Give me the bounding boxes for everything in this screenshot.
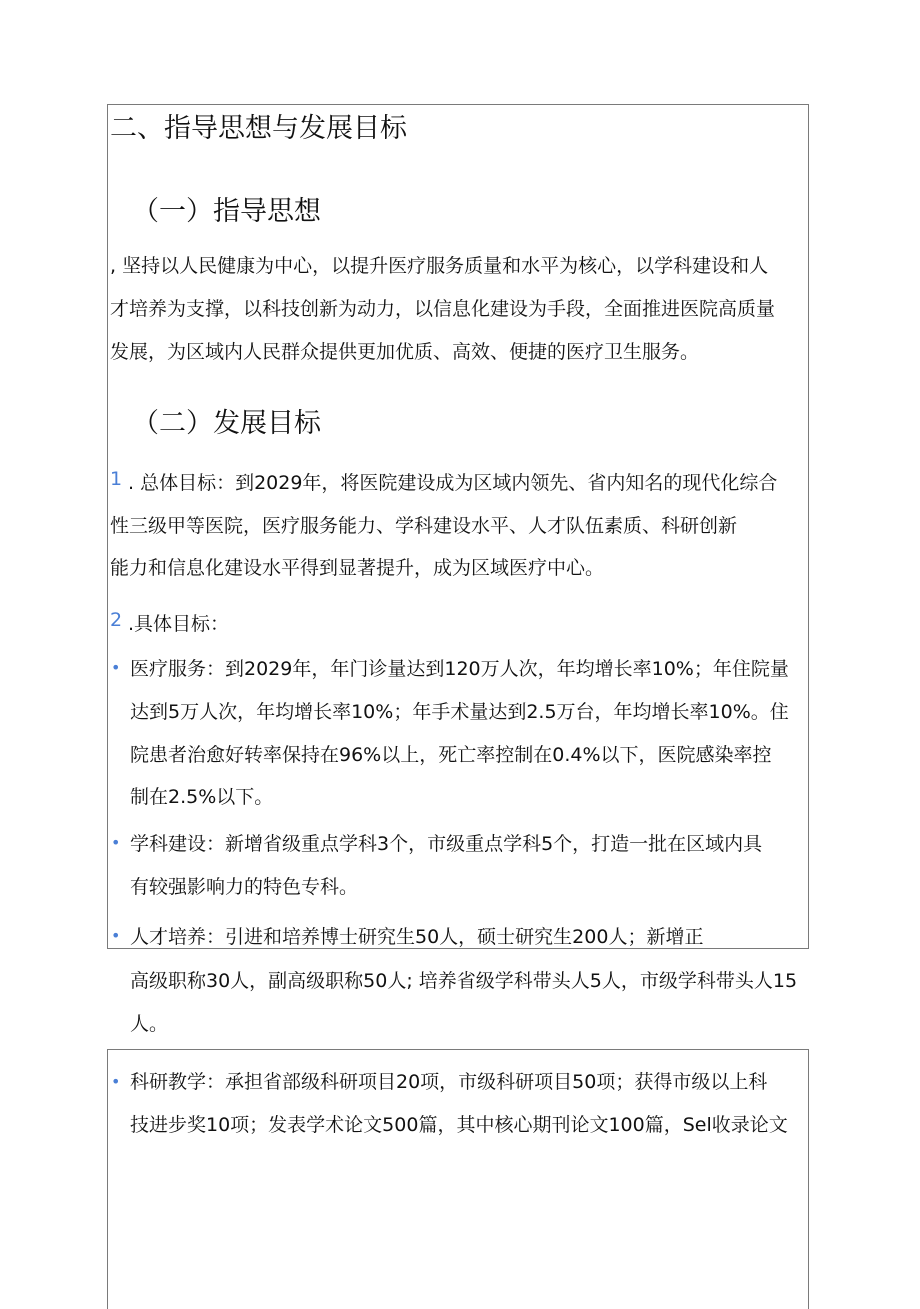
talent-line-3: 人。 [130,1013,169,1035]
bullet-icon: • [111,658,121,677]
medical-service-line-2: 达到5万人次，年均增长率10%；年手术量达到2.5万台，年均增长率10%。住 [130,701,789,723]
guiding-heading: （一）指导思想 [132,196,321,227]
overall-goal-line-1: . 总体目标：到2029年，将医院建设成为区域内领先、省内知名的现代化综合 [128,472,778,494]
specific-goal-number: 2 [110,609,123,631]
talent-line-2: 高级职称30人，副高级职称50人; 培养省级学科带头人5人，市级学科带头人15 [130,970,798,992]
overall-goal-line-3: 能力和信息化建设水平得到显著提升，成为区域医疗中心。 [110,557,605,579]
medical-service-line-3: 院患者治愈好转率保持在96%以上，死亡率控制在0.4%以下，医院感染率控 [130,744,772,766]
talent-line-1: 人才培养：引进和培养博士研究生50人，硕士研究生200人；新增正 [130,926,704,948]
discipline-line-2: 有较强影响力的特色专科。 [130,876,359,898]
guiding-line-2: 才培养为支撑，以科技创新为动力，以信息化建设为手段，全面推进医院高质量 [110,298,776,320]
discipline-line-1: 学科建设：新增省级重点学科3个，市级重点学科5个，打造一批在区域内具 [130,833,763,855]
overall-goal-number: 1 [110,468,123,490]
bullet-icon: • [111,926,121,945]
bullet-icon: • [111,833,121,852]
section-title: 二、指导思想与发展目标 [110,113,407,144]
medical-service-line-1: 医疗服务：到2029年，年门诊量达到120万人次，年均增长率10%；年住院量 [130,658,789,680]
goals-heading: （二）发展目标 [132,408,321,439]
specific-goal-label: .具体目标： [128,613,230,635]
medical-service-line-4: 制在2.5%以下。 [130,786,274,808]
bullet-icon: • [111,1072,121,1091]
research-line-2: 技进步奖10项；发表学术论文500篇，其中核心期刊论文100篇，Sel收录论文 [130,1114,788,1136]
guiding-line-3: 发展，为区域内人民群众提供更加优质、高效、便捷的医疗卫生服务。 [110,341,700,363]
research-line-1: 科研教学：承担省部级科研项目20项，市级科研项目50项；获得市级以上科 [130,1071,768,1093]
guiding-line-1: , 坚持以人民健康为中心，以提升医疗服务质量和水平为核心，以学科建设和人 [110,255,769,277]
overall-goal-line-2: 性三级甲等医院，医疗服务能力、学科建设水平、人才队伍素质、科研创新 [110,515,738,537]
